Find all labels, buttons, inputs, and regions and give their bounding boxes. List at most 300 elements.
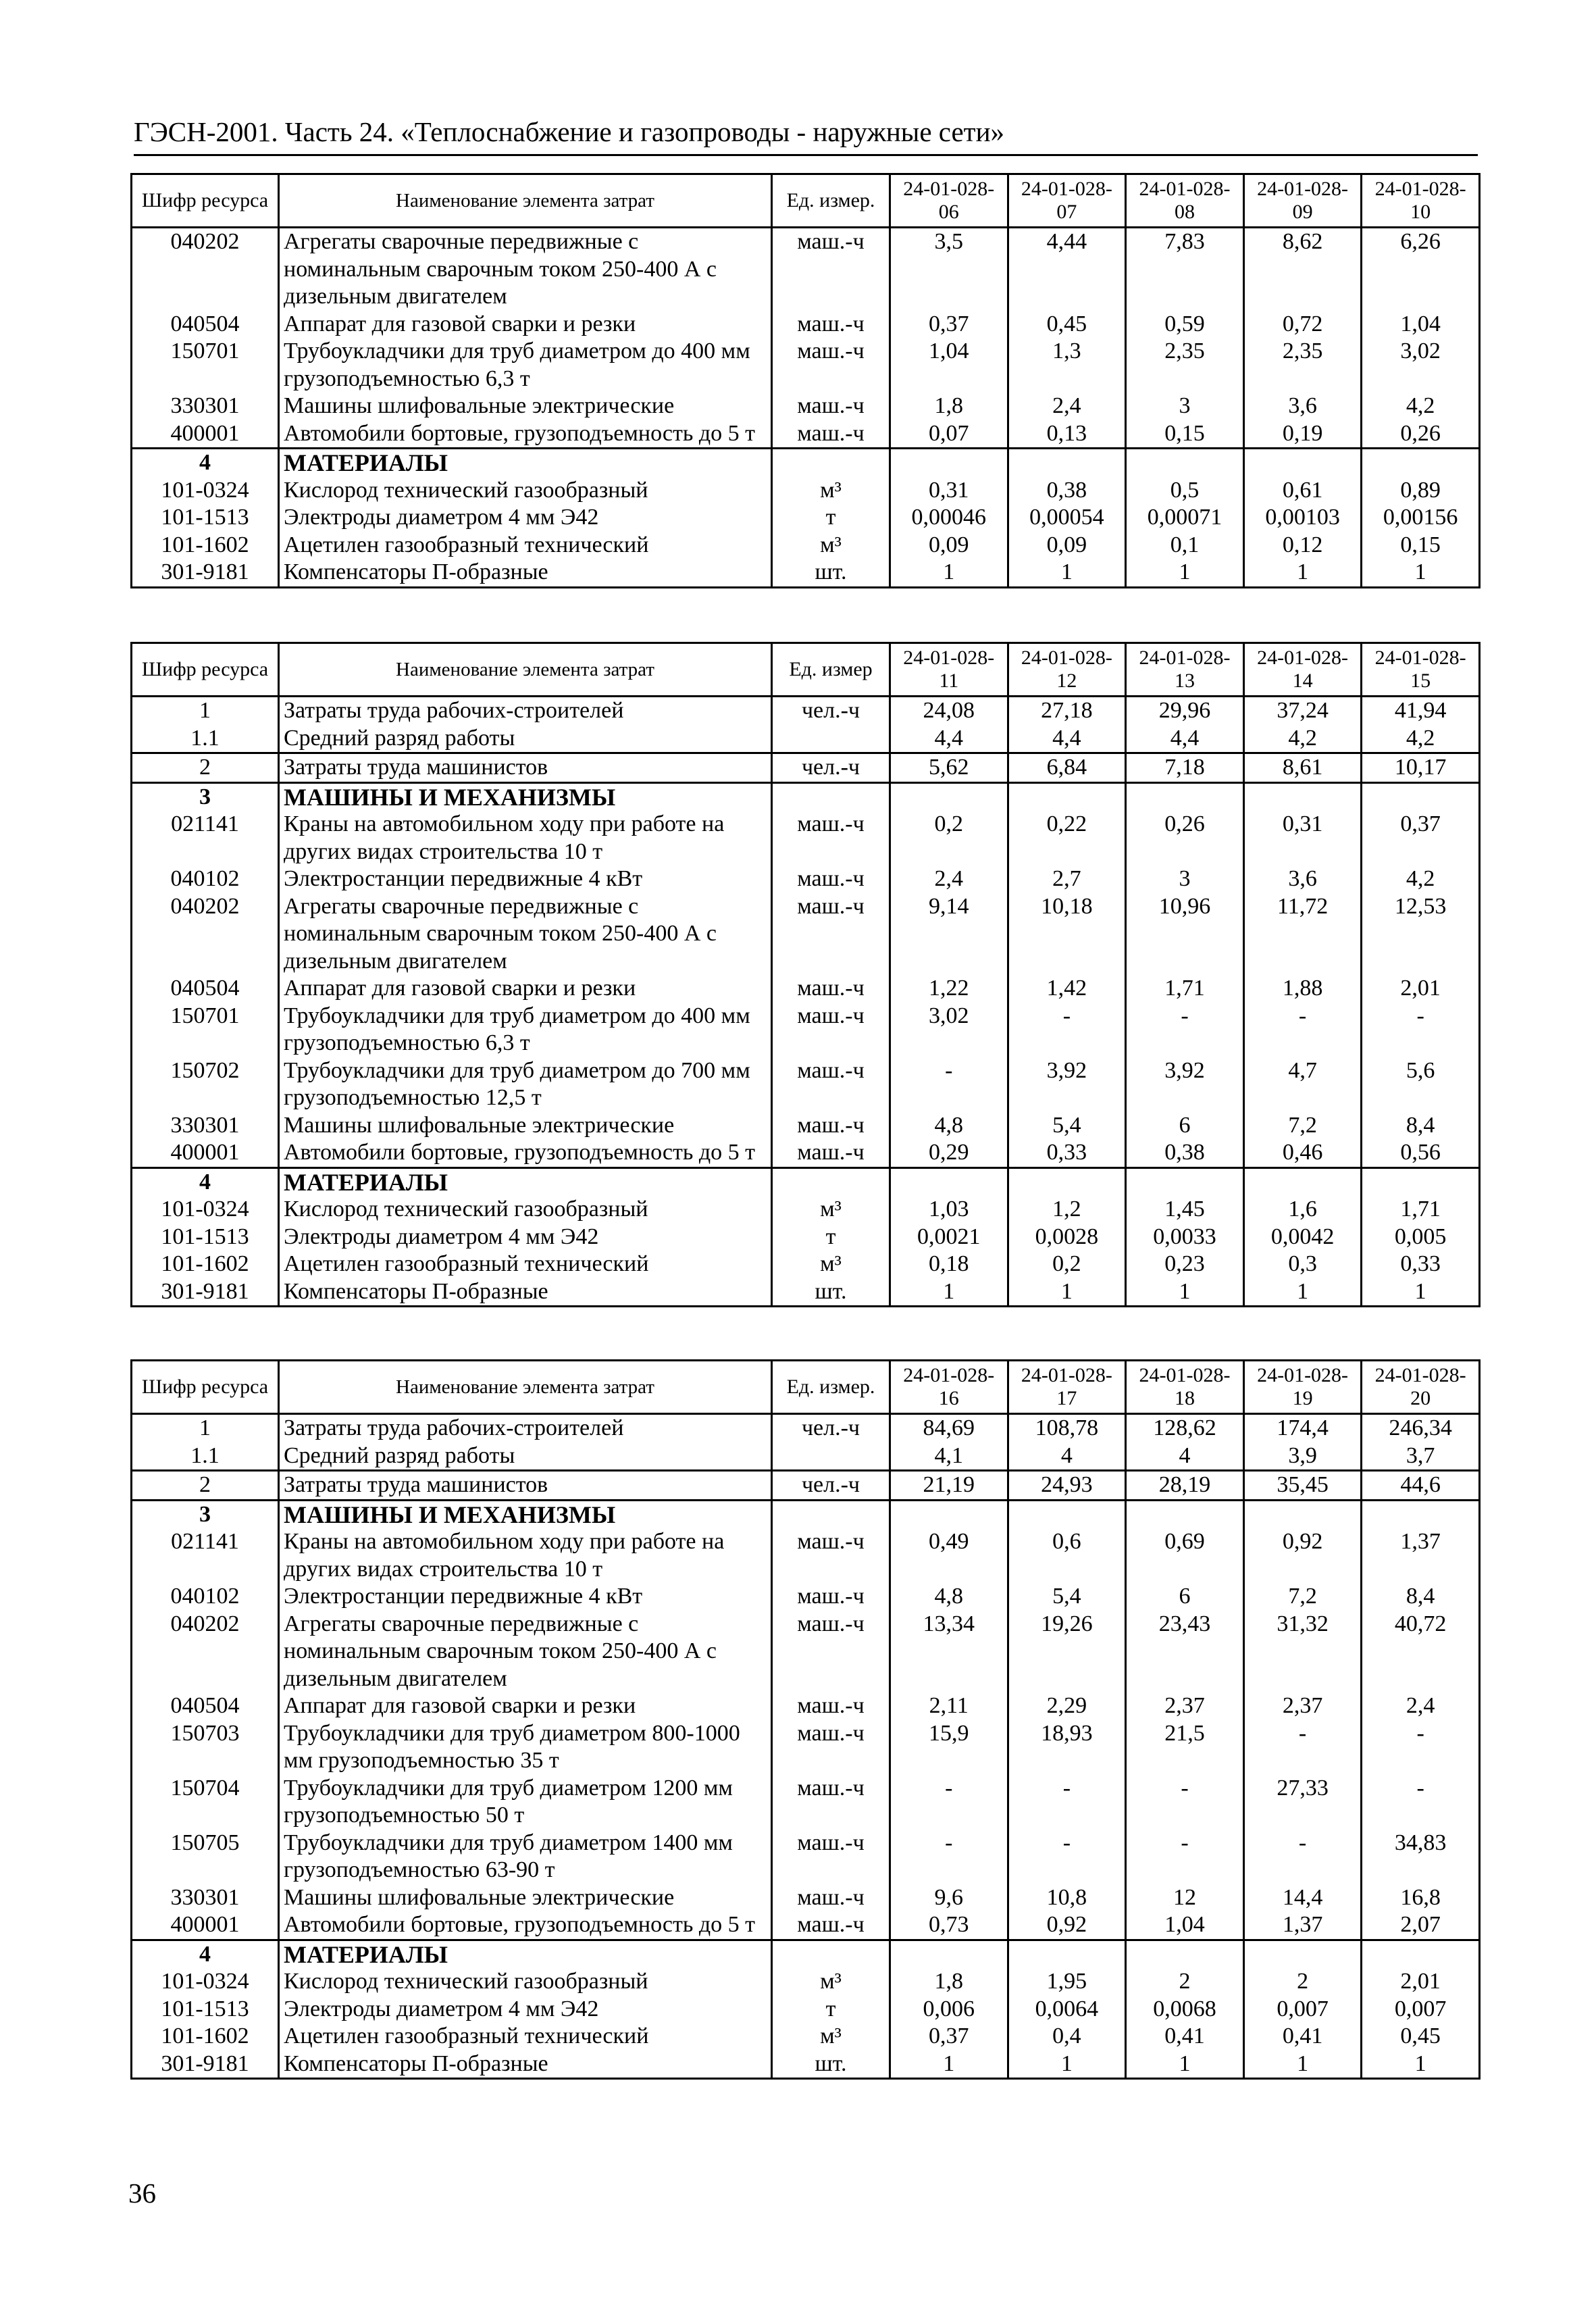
value-cell: 0,6 <box>1008 1528 1126 1583</box>
table-row <box>132 865 1480 893</box>
value-cell: 1,71 <box>1362 1196 1480 1224</box>
value-cell: 24,08 <box>890 697 1008 725</box>
unit-cell: м³ <box>772 1196 890 1224</box>
resource-name: Трубоукладчики для труб диаметром до 700 мм грузоподъемностью 12,5 т <box>279 1057 772 1112</box>
resource-code: 400001 <box>132 1139 279 1167</box>
value-cell: 2,29 <box>1008 1692 1126 1720</box>
unit-cell: м³ <box>772 1251 890 1278</box>
resource-name: Электростанции передвижные 4 кВт <box>279 865 772 893</box>
value-cell: 0,49 <box>890 1528 1008 1583</box>
table-row <box>132 420 1480 449</box>
value-cell: - <box>1243 1003 1362 1057</box>
value-cell: 1,45 <box>1126 1196 1244 1224</box>
value-cell: 0,09 <box>1008 532 1126 559</box>
value-cell: 10,18 <box>1008 893 1126 976</box>
value-cell: 0,37 <box>890 311 1008 338</box>
resource-code: 301-9181 <box>132 1278 279 1307</box>
value-cell: 0,41 <box>1126 2023 1244 2051</box>
table-row <box>132 1251 1480 1278</box>
section-heading-row <box>132 782 1480 811</box>
value-cell: 5,4 <box>1008 1112 1126 1140</box>
header-unit: Ед. измер. <box>772 174 890 228</box>
table-row <box>132 2023 1480 2051</box>
value-cell: 1,04 <box>890 338 1008 393</box>
resource-code: 2 <box>132 753 279 783</box>
value-cell: 9,6 <box>890 1884 1008 1912</box>
value-cell: 0,22 <box>1008 811 1126 865</box>
header-row <box>132 174 1480 228</box>
value-cell <box>1243 1500 1362 1528</box>
value-cell <box>890 449 1008 477</box>
value-cell: 1,04 <box>1362 311 1480 338</box>
value-cell: 1 <box>1243 559 1362 587</box>
table-row <box>132 1442 1480 1471</box>
resource-name: Трубоукладчики для труб диаметром 1200 мм грузоподъемностью 50 т <box>279 1775 772 1830</box>
value-cell: 4,8 <box>890 1112 1008 1140</box>
value-cell <box>1243 782 1362 811</box>
value-cell: 0,00046 <box>890 504 1008 532</box>
header-norm-code: 24-01-028-13 <box>1126 643 1244 697</box>
value-cell <box>1243 449 1362 477</box>
resource-name: Электростанции передвижные 4 кВт <box>279 1583 772 1611</box>
value-cell: - <box>1008 1830 1126 1884</box>
table-row <box>132 1968 1480 1996</box>
value-cell: 10,8 <box>1008 1884 1126 1912</box>
table-row <box>132 311 1480 338</box>
unit-cell: шт. <box>772 2051 890 2079</box>
value-cell: 0,2 <box>890 811 1008 865</box>
value-cell: 1,2 <box>1008 1196 1126 1224</box>
table-row <box>132 1911 1480 1940</box>
table-row <box>132 532 1480 559</box>
header-unit: Ед. измер <box>772 643 890 697</box>
value-cell: 5,6 <box>1362 1057 1480 1112</box>
unit-cell: маш.-ч <box>772 1720 890 1775</box>
value-cell: 1 <box>1126 2051 1244 2079</box>
header-norm-code: 24-01-028-15 <box>1362 643 1480 697</box>
unit-cell: маш.-ч <box>772 311 890 338</box>
value-cell: 0,92 <box>1008 1911 1126 1940</box>
value-cell: 0,46 <box>1243 1139 1362 1167</box>
value-cell: 2 <box>1243 1968 1362 1996</box>
value-cell: 0,0021 <box>890 1224 1008 1251</box>
value-cell: 34,83 <box>1362 1830 1480 1884</box>
resource-code: 4 <box>132 449 279 477</box>
value-cell: 0,29 <box>890 1139 1008 1167</box>
header-norm-code: 24-01-028-20 <box>1362 1361 1480 1414</box>
header-norm-code: 24-01-028-17 <box>1008 1361 1126 1414</box>
header-name: Наименование элемента затрат <box>279 643 772 697</box>
value-cell: 1 <box>1243 1278 1362 1307</box>
header-norm-code: 24-01-028-18 <box>1126 1361 1244 1414</box>
value-cell: 29,96 <box>1126 697 1244 725</box>
value-cell: 1,22 <box>890 975 1008 1003</box>
table-body <box>132 228 1480 588</box>
resource-code: 330301 <box>132 1884 279 1912</box>
resource-name: Трубоукладчики для труб диаметром 800-1000 мм грузоподъемностью 35 т <box>279 1720 772 1775</box>
unit-cell: чел.-ч <box>772 697 890 725</box>
unit-cell: маш.-ч <box>772 1611 890 1693</box>
value-cell: 0,2 <box>1008 1251 1126 1278</box>
value-cell <box>890 782 1008 811</box>
resource-code: 1 <box>132 697 279 725</box>
table-row <box>132 1775 1480 1830</box>
table-row <box>132 477 1480 505</box>
unit-cell: маш.-ч <box>772 1112 890 1140</box>
value-cell: - <box>1362 1003 1480 1057</box>
value-cell: 0,12 <box>1243 532 1362 559</box>
header-norm-code: 24-01-028-10 <box>1362 174 1480 228</box>
value-cell: 5,62 <box>890 753 1008 783</box>
unit-cell <box>772 1442 890 1471</box>
unit-cell: шт. <box>772 1278 890 1307</box>
value-cell: 5,4 <box>1008 1583 1126 1611</box>
value-cell: 0,0028 <box>1008 1224 1126 1251</box>
value-cell: 1 <box>1362 2051 1480 2079</box>
unit-cell: чел.-ч <box>772 1471 890 1501</box>
value-cell: 0,37 <box>890 2023 1008 2051</box>
value-cell: 128,62 <box>1126 1414 1244 1442</box>
header-norm-code: 24-01-028-08 <box>1126 174 1244 228</box>
value-cell: 35,45 <box>1243 1471 1362 1501</box>
resource-name: Затраты труда машинистов <box>279 753 772 783</box>
value-cell: 0,45 <box>1362 2023 1480 2051</box>
resource-name: Затраты труда рабочих-строителей <box>279 697 772 725</box>
value-cell: - <box>1126 1830 1244 1884</box>
header-norm-code: 24-01-028-16 <box>890 1361 1008 1414</box>
value-cell: 0,18 <box>890 1251 1008 1278</box>
resource-table-3 <box>130 1359 1481 2080</box>
header-row <box>132 643 1480 697</box>
value-cell: 0,15 <box>1362 532 1480 559</box>
value-cell: 13,34 <box>890 1611 1008 1693</box>
value-cell: 1 <box>890 1278 1008 1307</box>
resource-name: Затраты труда машинистов <box>279 1471 772 1501</box>
resource-code: 301-9181 <box>132 559 279 587</box>
unit-cell: т <box>772 1224 890 1251</box>
value-cell: 0,31 <box>890 477 1008 505</box>
value-cell: 4,1 <box>890 1442 1008 1471</box>
unit-cell: маш.-ч <box>772 865 890 893</box>
header-code: Шифр ресурса <box>132 1361 279 1414</box>
table-row <box>132 228 1480 311</box>
table-header <box>132 174 1480 228</box>
value-cell: 0,19 <box>1243 420 1362 449</box>
value-cell: 2,11 <box>890 1692 1008 1720</box>
table-row <box>132 1471 1480 1501</box>
header-row <box>132 1361 1480 1414</box>
unit-cell: маш.-ч <box>772 1775 890 1830</box>
resource-code: 040102 <box>132 1583 279 1611</box>
table-row <box>132 1528 1480 1583</box>
value-cell: 19,26 <box>1008 1611 1126 1693</box>
value-cell: 0,89 <box>1362 477 1480 505</box>
value-cell: 10,96 <box>1126 893 1244 976</box>
resource-code: 400001 <box>132 1911 279 1940</box>
unit-cell: маш.-ч <box>772 1139 890 1167</box>
value-cell <box>1243 1940 1362 1968</box>
value-cell <box>1126 449 1244 477</box>
unit-cell: чел.-ч <box>772 753 890 783</box>
table-row <box>132 725 1480 753</box>
section-heading-row <box>132 1167 1480 1196</box>
resource-name: Кислород технический газообразный <box>279 1196 772 1224</box>
value-cell: - <box>1243 1720 1362 1775</box>
unit-cell <box>772 725 890 753</box>
value-cell: 4,4 <box>1126 725 1244 753</box>
value-cell: 40,72 <box>1362 1611 1480 1693</box>
value-cell: 1,03 <box>890 1196 1008 1224</box>
unit-cell: маш.-ч <box>772 1583 890 1611</box>
value-cell: 0,5 <box>1126 477 1244 505</box>
value-cell <box>1126 782 1244 811</box>
value-cell: 1 <box>1008 1278 1126 1307</box>
value-cell: - <box>890 1775 1008 1830</box>
value-cell: 44,6 <box>1362 1471 1480 1501</box>
value-cell: 1 <box>890 559 1008 587</box>
value-cell: 2,37 <box>1126 1692 1244 1720</box>
resource-code: 1.1 <box>132 725 279 753</box>
value-cell: 2,35 <box>1126 338 1244 393</box>
value-cell <box>1008 1500 1126 1528</box>
resource-code: 150701 <box>132 1003 279 1057</box>
unit-cell <box>772 1940 890 1968</box>
resource-code: 101-0324 <box>132 1968 279 1996</box>
unit-cell <box>772 449 890 477</box>
table-row <box>132 1003 1480 1057</box>
header-norm-code: 24-01-028-06 <box>890 174 1008 228</box>
value-cell: 3,02 <box>1362 338 1480 393</box>
resource-code: 150705 <box>132 1830 279 1884</box>
value-cell: 3,9 <box>1243 1442 1362 1471</box>
unit-cell: маш.-ч <box>772 1057 890 1112</box>
value-cell: - <box>1243 1830 1362 1884</box>
value-cell: - <box>890 1057 1008 1112</box>
resource-code: 101-0324 <box>132 1196 279 1224</box>
value-cell: 6,84 <box>1008 753 1126 783</box>
resource-code: 101-1602 <box>132 532 279 559</box>
resource-name: Автомобили бортовые, грузоподъемность до 5 т <box>279 1911 772 1940</box>
value-cell: 21,5 <box>1126 1720 1244 1775</box>
resource-name: Ацетилен газообразный технический <box>279 1251 772 1278</box>
value-cell: 37,24 <box>1243 697 1362 725</box>
resource-name: Кислород технический газообразный <box>279 477 772 505</box>
value-cell: 2,37 <box>1243 1692 1362 1720</box>
resource-code: 4 <box>132 1167 279 1196</box>
resource-code: 101-1513 <box>132 504 279 532</box>
table-row <box>132 1196 1480 1224</box>
value-cell: 246,34 <box>1362 1414 1480 1442</box>
section-heading-row <box>132 1940 1480 1968</box>
resource-name: Средний разряд работы <box>279 725 772 753</box>
resource-code: 3 <box>132 782 279 811</box>
value-cell: 0,72 <box>1243 311 1362 338</box>
resource-name: Компенсаторы П-образные <box>279 559 772 587</box>
value-cell <box>890 1500 1008 1528</box>
value-cell: 0,13 <box>1008 420 1126 449</box>
table-row <box>132 1720 1480 1775</box>
value-cell <box>890 1167 1008 1196</box>
resource-code: 021141 <box>132 1528 279 1583</box>
resource-name: МАТЕРИАЛЫ <box>279 1167 772 1196</box>
value-cell: 1,37 <box>1362 1528 1480 1583</box>
value-cell: 0,07 <box>890 420 1008 449</box>
value-cell: 0,23 <box>1126 1251 1244 1278</box>
section-heading-row <box>132 449 1480 477</box>
value-cell <box>1126 1940 1244 1968</box>
resource-code: 021141 <box>132 811 279 865</box>
resource-name: Машины шлифовальные электрические <box>279 393 772 420</box>
resource-code: 101-1513 <box>132 1224 279 1251</box>
header-norm-code: 24-01-028-07 <box>1008 174 1126 228</box>
unit-cell: м³ <box>772 1968 890 1996</box>
unit-cell: маш.-ч <box>772 1692 890 1720</box>
resource-name: Кислород технический газообразный <box>279 1968 772 1996</box>
value-cell: 0,4 <box>1008 2023 1126 2051</box>
value-cell <box>1362 449 1480 477</box>
value-cell: 6 <box>1126 1112 1244 1140</box>
value-cell: 0,00156 <box>1362 504 1480 532</box>
resource-name: Машины шлифовальные электрические <box>279 1112 772 1140</box>
resource-name: Аппарат для газовой сварки и резки <box>279 975 772 1003</box>
value-cell: 27,18 <box>1008 697 1126 725</box>
value-cell: 108,78 <box>1008 1414 1126 1442</box>
unit-cell <box>772 782 890 811</box>
resource-code: 2 <box>132 1471 279 1501</box>
value-cell: 14,4 <box>1243 1884 1362 1912</box>
value-cell: 0,26 <box>1126 811 1244 865</box>
value-cell: 0,61 <box>1243 477 1362 505</box>
resource-code: 150702 <box>132 1057 279 1112</box>
table-row <box>132 1884 1480 1912</box>
resource-code: 150703 <box>132 1720 279 1775</box>
resource-code: 3 <box>132 1500 279 1528</box>
resource-code: 1.1 <box>132 1442 279 1471</box>
value-cell <box>1008 1167 1126 1196</box>
resource-name: МАТЕРИАЛЫ <box>279 449 772 477</box>
unit-cell: маш.-ч <box>772 338 890 393</box>
value-cell: 4,2 <box>1362 725 1480 753</box>
resource-code: 040202 <box>132 228 279 311</box>
value-cell: 28,19 <box>1126 1471 1244 1501</box>
value-cell: 0,09 <box>890 532 1008 559</box>
table-row <box>132 1278 1480 1307</box>
value-cell: 0,0068 <box>1126 1996 1244 2023</box>
value-cell: 0,92 <box>1243 1528 1362 1583</box>
value-cell <box>1362 1167 1480 1196</box>
value-cell: 2,4 <box>1008 393 1126 420</box>
value-cell: 2,35 <box>1243 338 1362 393</box>
value-cell: 8,4 <box>1362 1583 1480 1611</box>
value-cell: 1,37 <box>1243 1911 1362 1940</box>
table-row <box>132 504 1480 532</box>
resource-name: Агрегаты сварочные передвижные с номинальным сварочным током 250-400 А с дизельным двигателем <box>279 1611 772 1693</box>
value-cell: 2,4 <box>1362 1692 1480 1720</box>
value-cell: 0,33 <box>1362 1251 1480 1278</box>
value-cell: 0,0033 <box>1126 1224 1244 1251</box>
header-norm-code: 24-01-028-09 <box>1243 174 1362 228</box>
resource-name: Автомобили бортовые, грузоподъемность до 5 т <box>279 420 772 449</box>
resource-name: Краны на автомобильном ходу при работе на других видах строительства 10 т <box>279 811 772 865</box>
value-cell: 4,4 <box>890 725 1008 753</box>
header-norm-code: 24-01-028-11 <box>890 643 1008 697</box>
resource-code: 040504 <box>132 1692 279 1720</box>
value-cell: 11,72 <box>1243 893 1362 976</box>
value-cell: 1,95 <box>1008 1968 1126 1996</box>
value-cell: 0,73 <box>890 1911 1008 1940</box>
resource-name: Аппарат для газовой сварки и резки <box>279 311 772 338</box>
resource-name: Аппарат для газовой сварки и резки <box>279 1692 772 1720</box>
table-row <box>132 1224 1480 1251</box>
value-cell: 4 <box>1126 1442 1244 1471</box>
resource-name: Компенсаторы П-образные <box>279 2051 772 2079</box>
value-cell <box>1362 1940 1480 1968</box>
table-header <box>132 643 1480 697</box>
value-cell: - <box>1126 1003 1244 1057</box>
resource-name: Агрегаты сварочные передвижные с номинальным сварочным током 250-400 А с дизельным двигателем <box>279 228 772 311</box>
table-row <box>132 393 1480 420</box>
value-cell: 4,44 <box>1008 228 1126 311</box>
value-cell <box>1362 782 1480 811</box>
value-cell: 0,006 <box>890 1996 1008 2023</box>
resource-code: 150704 <box>132 1775 279 1830</box>
table-row <box>132 753 1480 783</box>
value-cell: 0,33 <box>1008 1139 1126 1167</box>
table-row <box>132 1996 1480 2023</box>
value-cell: 0,41 <box>1243 2023 1362 2051</box>
table-row <box>132 1583 1480 1611</box>
value-cell: 0,007 <box>1243 1996 1362 2023</box>
resource-name: Компенсаторы П-образные <box>279 1278 772 1307</box>
value-cell: 0,45 <box>1008 311 1126 338</box>
value-cell: 4,7 <box>1243 1057 1362 1112</box>
value-cell: 41,94 <box>1362 697 1480 725</box>
value-cell: 1 <box>1008 559 1126 587</box>
table-row <box>132 1057 1480 1112</box>
header-name: Наименование элемента затрат <box>279 174 772 228</box>
value-cell: 1 <box>1126 1278 1244 1307</box>
value-cell: - <box>890 1830 1008 1884</box>
value-cell: 0,00054 <box>1008 504 1126 532</box>
value-cell: 3,02 <box>890 1003 1008 1057</box>
unit-cell: м³ <box>772 2023 890 2051</box>
resource-code: 101-1602 <box>132 1251 279 1278</box>
value-cell: 0,59 <box>1126 311 1244 338</box>
value-cell: 4 <box>1008 1442 1126 1471</box>
resource-name: Электроды диаметром 4 мм Э42 <box>279 1224 772 1251</box>
value-cell <box>1126 1167 1244 1196</box>
unit-cell <box>772 1500 890 1528</box>
value-cell: 8,61 <box>1243 753 1362 783</box>
value-cell: 2,07 <box>1362 1911 1480 1940</box>
resource-code: 040202 <box>132 1611 279 1693</box>
unit-cell: маш.-ч <box>772 1884 890 1912</box>
value-cell: 7,2 <box>1243 1112 1362 1140</box>
value-cell: 0,56 <box>1362 1139 1480 1167</box>
unit-cell <box>772 1167 890 1196</box>
value-cell: 0,37 <box>1362 811 1480 865</box>
value-cell: 0,31 <box>1243 811 1362 865</box>
value-cell: 1,8 <box>890 393 1008 420</box>
value-cell: 1,8 <box>890 1968 1008 1996</box>
table-body <box>132 697 1480 1307</box>
value-cell: 4,4 <box>1008 725 1126 753</box>
resource-code: 040202 <box>132 893 279 976</box>
unit-cell: маш.-ч <box>772 893 890 976</box>
value-cell: 3,6 <box>1243 865 1362 893</box>
value-cell: 8,4 <box>1362 1112 1480 1140</box>
value-cell: 1 <box>1362 559 1480 587</box>
